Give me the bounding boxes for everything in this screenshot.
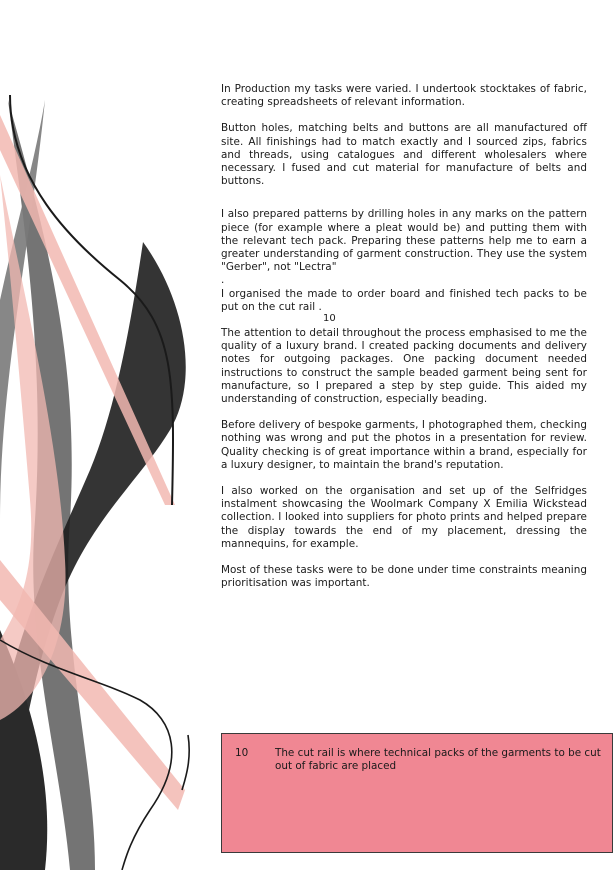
footnote-number: 10 (235, 747, 249, 759)
main-text (221, 83, 587, 591)
decorative-ribbon-artwork (0, 0, 200, 870)
paragraph: I also prepared patterns by drilling holes in any marks on the pattern piece (for example where a pleat would be) and putting them with the relevant tech pack. Preparing these patterns help me to earn a greater understanding of garment construction. They use the system "Gerber", not "Lectra" (221, 208, 587, 274)
paragraph: In Production my tasks were varied. I undertook stocktakes of fabric, creating spreadsheets of relevant information. (221, 83, 587, 109)
paragraph: Button holes, matching belts and buttons are all manufactured off site. All finishings had to match exactly and I sourced zips, fabrics and threads, using catalogues and different wholesalers where necessary. I fused and cut material for manufacture of belts and buttons. (221, 122, 587, 188)
footnote-reference-marker: 10 (323, 313, 336, 324)
paragraph: Most of these tasks were to be done under time constraints meaning prioritisation was important. (221, 564, 587, 590)
paragraph: . (221, 274, 225, 287)
footnote-text: The cut rail is where technical packs of the garments to be cut out of fabric are placed (275, 747, 601, 773)
paragraph: Before delivery of bespoke garments, I photographed them, checking nothing was wrong and put the photos in a presentation for review. Quality checking is of great importance within a brand, especially for a luxury designer, to maintain the brand's reputation. (221, 419, 587, 471)
paragraph: I organised the made to order board and finished tech packs to be put on the cut rail . (221, 287, 587, 313)
footnote-box (221, 733, 613, 853)
outline-curve-3 (182, 735, 189, 790)
paragraph: The attention to detail throughout the process emphasised to me the quality of a luxury brand. I created packing documents and delivery notes for outgoing packages. One packing document needed instructions to construct the sample beaded garment being sent for manufacture, so I prepared a step by step guide. This aided my understanding of construction, especially beading. (221, 327, 587, 406)
paragraph: I also worked on the organisation and set up of the Selfridges instalment showcasing the Woolmark Company X Emilia Wickstead collection. I looked into suppliers for photo prints and helped prepare the display towards the end of my placement, dressing the mannequins, for example. (221, 485, 587, 550)
